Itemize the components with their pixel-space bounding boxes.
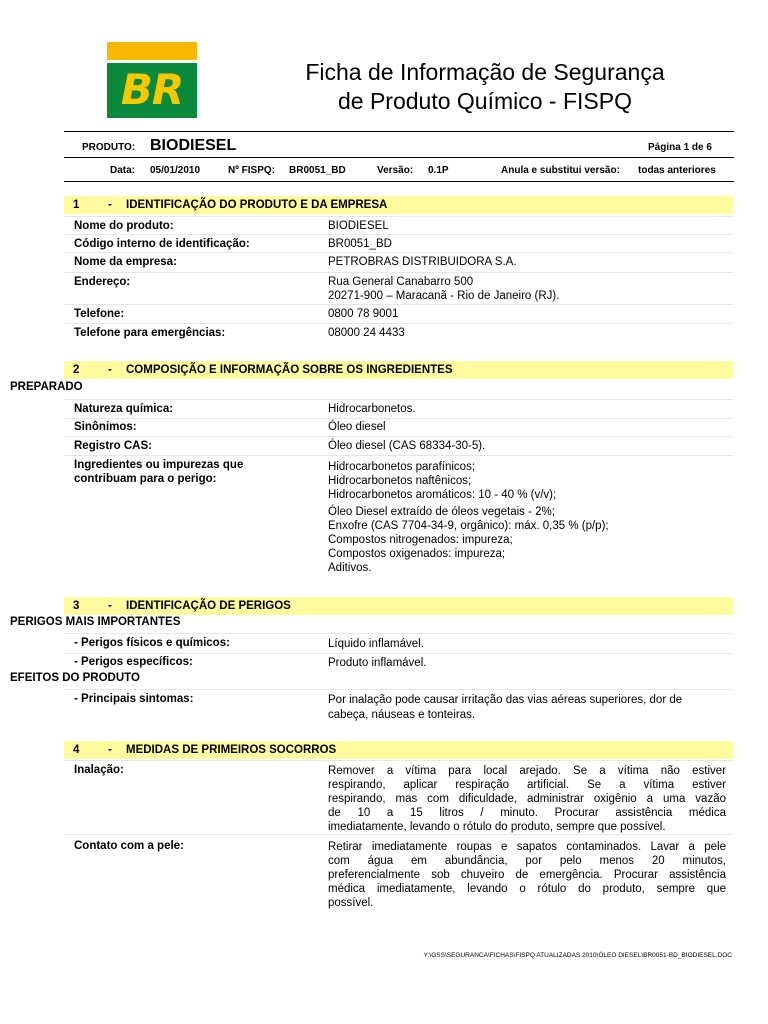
field-label: - Perigos físicos e químicos: — [74, 637, 230, 649]
section-number: 3 — [73, 600, 80, 612]
section-number: 4 — [73, 744, 80, 756]
produto-label: PRODUTO: — [82, 142, 136, 153]
text-line: possível. — [328, 897, 374, 909]
text-line: médica imediatamente, levando o rótulo do produto, sempre que — [328, 883, 726, 895]
field-row-nome-empresa — [64, 252, 733, 273]
field-label: Inalação: — [74, 764, 124, 776]
field-label: Ingredientes ou impurezas que — [74, 459, 244, 471]
field-value: PETROBRAS DISTRIBUIDORA S.A. — [328, 256, 517, 268]
field-label: Nome da empresa: — [74, 256, 177, 268]
field-label: Sinônimos: — [74, 421, 137, 433]
versao-label: Versão: — [377, 165, 414, 176]
footer-file-path: Y:\GSS\SEGURANCA\FICHAS\FISPQ ATUALIZADAS 2010\ÓLEO DIESEL\BR0051-BD_BIODIESEL.DOC — [423, 952, 732, 959]
section-2-header — [64, 361, 733, 379]
section-dash: - — [108, 199, 112, 211]
field-row-nome-produto — [64, 216, 733, 235]
subheading-preparado: PREPARADO — [10, 381, 83, 393]
field-value: Hidrocarbonetos. — [328, 403, 416, 415]
ingredient-item: Compostos oxigenados: impureza; — [328, 548, 506, 560]
text-line: Retirar imediatamente roupas e sapatos contaminados. Lavar a pele — [328, 841, 726, 853]
section-number: 1 — [73, 199, 80, 211]
ingredient-item: Compostos nitrogenados: impureza; — [328, 534, 513, 546]
br-logo — [107, 42, 197, 118]
ingredient-item: Hidrocarbonetos parafínicos; — [328, 461, 476, 473]
anula-label: Anula e substitui versão: — [501, 165, 620, 176]
text-line: com água em abundância, por pelo menos 20 minutos, — [328, 855, 726, 867]
field-label: - Perigos específicos: — [74, 656, 193, 668]
field-row-codigo-interno — [64, 234, 733, 253]
logo-text: BR — [120, 65, 184, 114]
field-row-perigos-fisicos — [64, 633, 733, 654]
text-line: respirando, mas com dificuldade, administrar oxigênio a uma vazão — [328, 793, 726, 805]
fispq-label: Nº FISPQ: — [228, 165, 275, 176]
ingredient-item: Hidrocarbonetos naftênicos; — [328, 475, 472, 487]
text-line: respirando, aplicar respiração artificial. Se a vítima estiver — [328, 779, 726, 791]
field-row-registro-cas — [64, 436, 733, 456]
header-bottom-rule — [64, 181, 734, 182]
section-title: IDENTIFICAÇÃO DO PRODUTO E DA EMPRESA — [126, 199, 388, 211]
field-value: Óleo diesel — [328, 421, 386, 433]
field-row-principais-sintomas — [64, 689, 733, 724]
ingredient-item: Óleo Diesel extraído de óleos vegetais - 2%; — [328, 506, 555, 518]
section-dash: - — [108, 600, 112, 612]
section-dash: - — [108, 364, 112, 376]
text-line: preferencialmente sob chuveiro de emergência. Procurar assistência — [328, 869, 726, 881]
data-label: Data: — [110, 165, 136, 176]
ingredient-item: Aditivos. — [328, 562, 372, 574]
field-row-telefone-emergencia — [64, 323, 733, 342]
field-label: Registro CAS: — [74, 440, 152, 452]
field-row-natureza-quimica — [64, 399, 733, 419]
text-line: Remover a vítima para local arejado. Se a vítima não estiver — [328, 765, 726, 777]
section-3-header — [64, 597, 733, 615]
section-4-header — [64, 741, 733, 759]
field-label: Código interno de identificação: — [74, 238, 250, 250]
field-label: Telefone: — [74, 308, 125, 320]
title-line-1: Ficha de Informação de Segurança — [305, 59, 665, 85]
title-line-2: de Produto Químico - FISPQ — [337, 88, 632, 114]
text-line: de 10 a 15 litros / minuto. Procurar assistência médica — [328, 807, 726, 819]
ingredient-item: Hidrocarbonetos aromáticos: 10 - 40 % (v/v); — [328, 489, 557, 501]
produto-value: BIODIESEL — [150, 137, 237, 154]
field-value: Por inalação pode causar irritação das vias aéreas superiores, dor de — [328, 694, 683, 706]
field-value: BIODIESEL — [328, 220, 389, 232]
field-label: - Principais sintomas: — [74, 693, 194, 705]
field-row-inalacao — [64, 760, 733, 835]
field-value: Líquido inflamável. — [328, 638, 424, 650]
field-value: 08000 24 4433 — [328, 327, 405, 339]
field-value-line-2: cabeça, náuseas e tonteiras. — [328, 709, 476, 721]
field-value: Óleo diesel (CAS 68334-30-5). — [328, 440, 486, 452]
field-row-ingredientes — [64, 455, 733, 579]
field-value: BR0051_BD — [328, 238, 392, 250]
field-label: Natureza química: — [74, 403, 174, 415]
field-row-endereco — [64, 272, 733, 305]
field-value-line-2: 20271-900 – Maracanã - Rio de Janeiro (RJ). — [328, 290, 560, 302]
header-mid-rule — [64, 157, 734, 158]
field-label-line-2: contribuam para o perigo: — [74, 473, 217, 485]
section-title: COMPOSIÇÃO E INFORMAÇÃO SOBRE OS INGREDIENTES — [126, 364, 453, 376]
field-value: Produto inflamável. — [328, 657, 427, 669]
subheading-efeitos-do-produto: EFEITOS DO PRODUTO — [10, 672, 140, 684]
field-label: Contato com a pele: — [74, 840, 184, 852]
subheading-perigos-mais-importantes: PERIGOS MAIS IMPORTANTES — [10, 616, 181, 628]
data-value: 05/01/2010 — [150, 165, 201, 176]
text-line: imediatamente, levando o rótulo do produto, sempre que possível. — [328, 821, 666, 833]
field-value: Rua General Canabarro 500 — [328, 276, 474, 288]
fispq-value: BR0051_BD — [289, 165, 346, 176]
field-row-telefone — [64, 304, 733, 324]
versao-value: 0.1P — [428, 165, 449, 176]
section-title: IDENTIFICAÇÃO DE PERIGOS — [126, 600, 291, 612]
header-top-rule — [64, 131, 734, 132]
field-row-sinonimos — [64, 418, 733, 437]
page-indicator: Página 1 de 6 — [648, 142, 712, 153]
field-label: Nome do produto: — [74, 220, 174, 232]
document-title — [250, 58, 720, 116]
logo-yellow-stripe — [107, 42, 197, 60]
field-label: Telefone para emergências: — [74, 327, 226, 339]
section-number: 2 — [73, 364, 80, 376]
field-row-perigos-especificos — [64, 653, 733, 672]
section-title: MEDIDAS DE PRIMEIROS SOCORROS — [126, 744, 337, 756]
anula-value: todas anteriores — [638, 165, 716, 176]
field-value: 0800 78 9001 — [328, 308, 399, 320]
ingredient-item: Enxofre (CAS 7704-34-9, orgânico): máx. 0,35 % (p/p); — [328, 520, 609, 532]
section-1-header — [64, 196, 733, 214]
section-dash: - — [108, 744, 112, 756]
field-row-contato-pele — [64, 834, 733, 915]
field-label: Endereço: — [74, 276, 131, 288]
